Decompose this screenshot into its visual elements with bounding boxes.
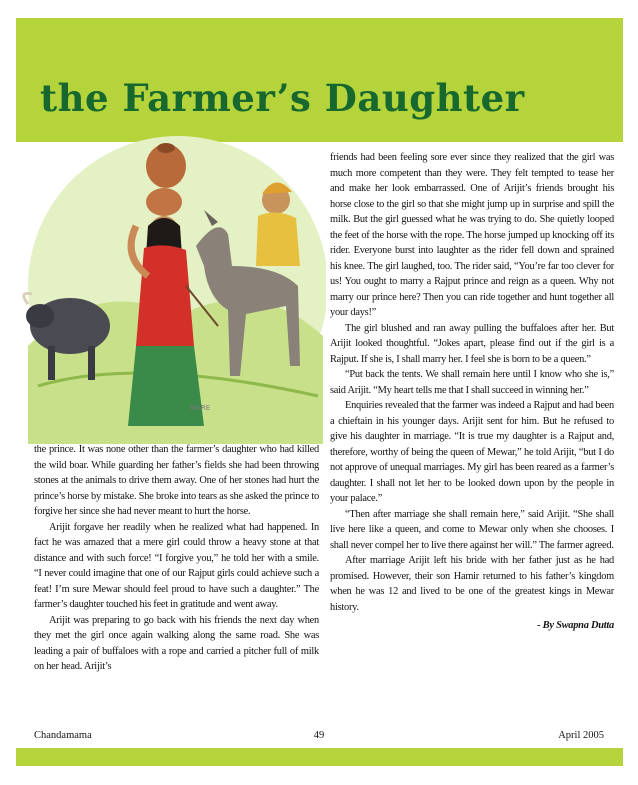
- illustration-signature: MARE: [190, 404, 211, 412]
- paragraph: Arijit forgave her readily when he realized what had happened. In fact he was amazed that a mere girl could throw a heavy stone at that distance and with such force! “I forgive you,” he told her with a smile. “I never could imagine that one of our Rajput girls could achieve such a feat! I’m sure Mewar should feel proud to have such a daughter.” The farmer’s daughter touched his feet in gratitude and went away.: [34, 521, 319, 610]
- footer-magazine-name: Chandamama: [34, 730, 92, 741]
- author-byline: - By Swapna Dutta: [537, 620, 614, 631]
- footer-page-number: 49: [313, 730, 325, 741]
- page-title: the Farmer’s Daughter: [40, 76, 525, 120]
- paragraph: the prince. It was none other than the farmer’s daughter who had killed the wild boar. While guarding her father’s fields she had been throwing stones at the animals to drive them away. One of her stones had hurt the prince’s horse by mistake. She broke into tears as she asked the prince to forgive her since she had never meant to hurt the horse.: [34, 444, 319, 517]
- footer-band: [16, 748, 623, 766]
- paragraph: Enquiries revealed that the farmer was indeed a Rajput and had been a chieftain in his younger days. Arijit sent for him. But he refused to give his daughter in marriage. “It is true my daughter is a Rajput and, therefore, worthy of being the queen of Mewar,” he told Arijit, “but I do not approve of unequal marriages. My girl has been reared as a farmer’s daughter. I shall not let her to be looked down upon by the people in your palace.”: [330, 400, 614, 504]
- illustration-farmer-daughter: [18, 126, 326, 444]
- article-right-column: [330, 150, 614, 634]
- paragraph: “Put back the tents. We shall remain here until I know who she is,” said Arijit. “My heart tells me that I shall succeed in winning her.”: [330, 369, 614, 396]
- footer-issue-date: April 2005: [558, 730, 604, 741]
- paragraph: The girl blushed and ran away pulling the buffaloes after her. But Arijit looked thoughtful. “Jokes apart, please find out if the girl is a Rajput. If she is, I shall marry her. I feel she is born to be a queen.”: [330, 322, 614, 365]
- article-left-column: [34, 442, 319, 675]
- paragraph: After marriage Arijit left his bride with her father just as he had promised. However, their son Hamir returned to his father’s kingdom when he was 12 and lived to be one of the greatest kings in Mewar history.: [330, 555, 614, 613]
- paragraph: Arijit was preparing to go back with his friends the next day when they met the girl once again walking along the same road. She was leading a pair of buffaloes with a rope and carried a pitcher full of milk on her head. Arijit’s: [34, 614, 319, 672]
- paragraph: “Then after marriage she shall remain here,” said Arijit. “She shall live here like a queen, and come to Mewar only when she chooses. I shall never compel her to live there against her will.” The farmer agreed.: [330, 508, 614, 551]
- paragraph: friends had been feeling sore ever since they realized that the girl was much more competent than they were. They felt tempted to tease her and make her look embarrassed. One of Arijit’s friends brought his horse close to the girl so that she might jump up in surprise and spill the milk. But the girl guessed what he was trying to do. She quietly looped the feet of the horse with the rope. The horse jumped up knocking off its rider. Everyone burst into laughter as the rider fell down and sprained his knee. The girl laughed, too. The rider said, “You’re far too clever for us! You ought to marry a Rajput prince and reign as a queen. Why not marry our prince here? Then you can ride together and hunt together all your days!”: [330, 152, 614, 318]
